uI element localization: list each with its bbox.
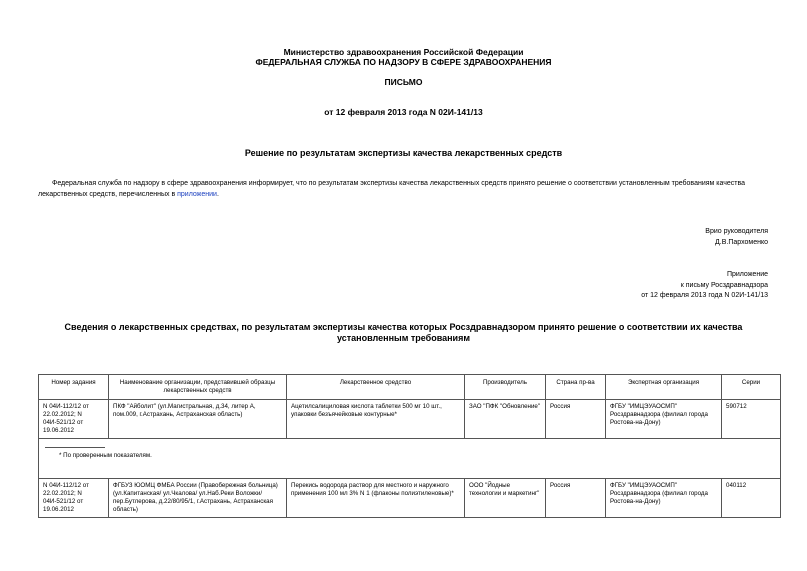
appendix-block (560, 270, 768, 302)
cell-series: 590712 (722, 400, 781, 439)
cell-drug: Ацетилсалициловая кислота таблетки 500 мг 10 шт., упаковки безъячейковые контурные* (287, 400, 465, 439)
table-note-row (39, 439, 781, 479)
col-header-org: Наименование организации, представившей образцы лекарственных средств (109, 375, 287, 400)
table-title: Сведения о лекарственных средствах, по результатам экспертизы качества которых Росздравнадзором принято решение о соответствии их качества установленным требованиям (64, 322, 743, 343)
note-text: * По проверенным показателям. (59, 452, 152, 459)
cell-expert: ФГБУ "ИМЦЭУАОСМП" Росздравнадзора (филиал города Ростова-на-Дону) (606, 479, 722, 518)
note-divider (45, 447, 105, 448)
cell-maker: ЗАО "ПФК "Обновление" (465, 400, 546, 439)
medicines-table (38, 374, 781, 518)
cell-country: Россия (546, 400, 606, 439)
doc-type: ПИСЬМО (384, 77, 423, 87)
appendix-date: от 12 февраля 2013 года N 02И-141/13 (641, 292, 768, 299)
cell-drug: Перекись водорода раствор для местного и наружного применения 100 мл 3% N 1 (флаконы полиэтиленовые)* (287, 479, 465, 518)
doc-date: от 12 февраля 2013 года N 02И-141/13 (324, 107, 483, 117)
table-header-row (39, 375, 781, 400)
note-cell (39, 439, 781, 479)
cell-series: 040112 (722, 479, 781, 518)
cell-org: ФГБУЗ ЮОМЦ ФМБА России (Правобережная больница) (ул.Капитанская/ ул.Чкалова/ ул.Наб.Реки Воложки/ пер.Бутлерова, д.22/80/95/1, г.Астрахань, Астраханская область) (109, 479, 287, 518)
appendix-link[interactable]: приложении (177, 191, 217, 198)
cell-expert: ФГБУ "ИМЦЭУАОСМП" Росздравнадзора (филиал города Ростова-на-Дону) (606, 400, 722, 439)
subject-title: Решение по результатам экспертизы качества лекарственных средств (244, 148, 563, 158)
col-header-task: Номер задания (39, 375, 109, 400)
cell-task: N 04И-112/12 от 22.02.2012; N 04И-521/12 от 19.06.2012 (39, 400, 109, 439)
signature-name: Д.В.Пархоменко (715, 238, 768, 246)
letter-body (38, 178, 780, 200)
cell-task: N 04И-112/12 от 22.02.2012; N 04И-521/12 от 19.06.2012 (39, 479, 109, 518)
body-text: Федеральная служба по надзору в сфере здравоохранения информирует, что по результатам экспертизы качества лекарственных средств принято решение о соответствии установленным требованиям качества лекарственных средств, перечисленных в (38, 180, 746, 198)
cell-org: ПКФ "Айболит" (ул.Магистральная, д.34, литер А, пом.009, г.Астрахань, Астраханская область) (109, 400, 287, 439)
col-header-drug: Лекарственное средство (287, 375, 465, 400)
col-header-series: Серии (722, 375, 781, 400)
cell-maker: ООО "Йодные технологии и маркетинг" (465, 479, 546, 518)
col-header-country: Страна пр-ва (546, 375, 606, 400)
body-text-end: . (216, 191, 219, 198)
appendix-label: Приложение (726, 271, 768, 278)
table-row (39, 479, 781, 518)
ministry-name: Министерство здравоохранения Российской Федерации (283, 47, 524, 57)
col-header-expert: Экспертная организация (606, 375, 722, 400)
service-name: ФЕДЕРАЛЬНАЯ СЛУЖБА ПО НАДЗОРУ В СФЕРЕ ЗДРАВООХРАНЕНИЯ (255, 57, 552, 67)
cell-country: Россия (546, 479, 606, 518)
col-header-maker: Производитель (465, 375, 546, 400)
signature-position: Врио руководителя (705, 228, 768, 235)
table-row (39, 400, 781, 439)
appendix-to-letter: к письму Росздравнадзора (680, 281, 768, 289)
signature-block (560, 227, 768, 248)
